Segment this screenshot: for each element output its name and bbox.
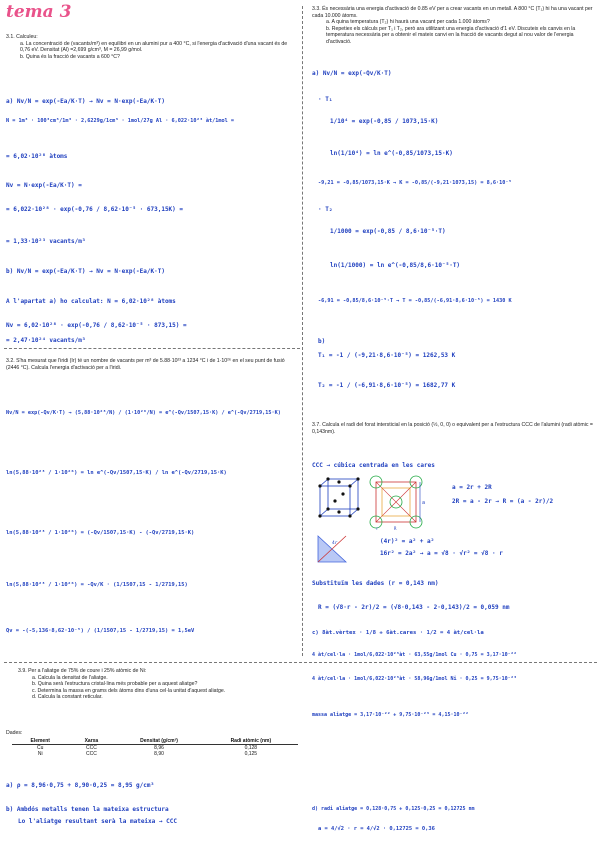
problem-3-9-b: b. Quina serà l'estructura cristal·lina més probable per a aquest aliatge? <box>32 681 198 688</box>
hw-r12: T₂ = -1 / (-6,91·8,6·10⁻⁵) = 1682,77 K <box>318 382 456 389</box>
hw-s8: d) radi aliatge = 0,128·0,75 + 0,125·0,25 = 0,12725 nm <box>312 806 475 812</box>
problem-3-9 <box>18 668 300 701</box>
hw-s7: Lo l'aliatge resultant serà la mateixa → CCC <box>18 818 177 825</box>
hw-r5: -9,21 = -0,85/1073,15·K → K = -0,85/(-9,21·1073,15) = 8,6·10⁻⁵ <box>318 180 512 186</box>
label-a: a <box>422 500 426 506</box>
cell: Ni <box>37 751 43 757</box>
hw-r2: · T₁ <box>318 96 333 103</box>
hw-l11: Nv/N = exp(-Qv/K·T) → (5,88·10²³/N) / (1·10²⁶/N) = e^(-Qv/1507,15·K) / e^(-Qv/2719,15·K) <box>6 410 281 416</box>
hw-r18: Substituïm les dades (r = 0,143 nm) <box>312 580 439 587</box>
cell: CCC <box>85 745 97 751</box>
cell: 8,96 <box>154 745 164 751</box>
diagonal-triangle-diagram <box>316 534 356 564</box>
hw-l10: = 2,47·10²⁴ vacants/m³ <box>6 337 86 344</box>
cell: CCC <box>85 751 97 757</box>
hw-l14: ln(5,88·10²³ / 1·10²⁶) = -Qv/K · (1/1507,15 - 1/2719,15) <box>6 582 188 588</box>
hw-r1: a) Nv/N = exp(-Qv/K·T) <box>312 70 392 77</box>
hw-s1: c) 8àt.vèrtex · 1/8 + 6àt.cares · 1/2 = 4 àt/cel·la <box>312 630 484 636</box>
hw-l15: Qv = -(-5,136·8,62·10⁻⁵) / (1/1507,15 - 1/2719,15) = 1,5eV <box>6 628 195 634</box>
divider-3-1 <box>4 348 300 349</box>
hw-r10: b) <box>318 338 326 345</box>
hw-s2: 4 àt/cel·la · 1mol/6,022·10²³àt · 63,55g/1mol Cu · 0,75 = 3,17·10⁻²² <box>312 652 517 658</box>
hw-l9: Nv = 6,02·10²⁸ · exp(-0,76 / 8,62·10⁻⁵ · 873,15) = <box>6 322 187 329</box>
dades-header-densitat: Densitat (g/cm³) <box>114 738 203 745</box>
hw-l3: = 6,02·10²⁸ àtoms <box>6 153 68 160</box>
hw-r17: 16r² = 2a² → a = √8 · √r² = √8 · r <box>380 550 503 557</box>
hw-r9: -6,91 = -0,85/8,6·10⁻⁵·T → T = -0,85/(-6,91·8,6·10⁻⁵) = 1430 K <box>318 298 512 304</box>
dades-header-xarxa: Xarxa <box>68 738 114 745</box>
table-row <box>12 751 298 757</box>
problem-3-1 <box>6 34 296 60</box>
fcc-cube-diagram <box>314 474 444 532</box>
hw-l1: a) Nv/N = exp(-Ea/K·T) → Nv = N·exp(-Ea/K·T) <box>6 98 165 105</box>
label-r: r <box>376 526 379 531</box>
hw-r15: 2R = a - 2r → R = (a - 2r)/2 <box>452 498 554 505</box>
hw-l7: b) Nv/N = exp(-Ea/K·T) → Nv = N·exp(-Ea/K·T) <box>6 268 165 275</box>
hw-l6: = 1,33·10²³ vacants/m³ <box>6 238 86 245</box>
cell: 0,125 <box>244 751 258 757</box>
hw-r8: ln(1/1000) = ln e^(-0,85/8,6·10⁻⁵·T) <box>330 262 461 269</box>
problem-3-9-d: d. Calcula la constant reticular. <box>32 694 103 701</box>
column-divider <box>302 6 303 656</box>
problem-3-9-c: c. Determina la massa en grams dels àtoms dins d'una cel·la unitat d'aquest aliatge. <box>32 687 226 694</box>
dades-table <box>12 738 298 757</box>
problem-3-3-a: a. A quina temperatura (T₂) hi haurà una vacant per cada 1.000 àtoms? <box>326 19 490 26</box>
hw-s6: b) Ambdós metalls tenen la mateixa estructura <box>6 806 169 813</box>
hw-l4: Nv = N·exp(-Ea/K·T) = <box>6 182 82 189</box>
hw-l12: ln(5,88·10²³ / 1·10²⁶) = ln e^(-Qv/1507,15·K) / ln e^(-Qv/2719,15·K) <box>6 470 227 476</box>
page-title: tema 3 <box>6 2 72 22</box>
problem-3-1-a: a. La concentració de (vacants/m³) en equilibri en un alumini pur a 400 °C, si l'energia d'activació d'una vacant és de 0,76 eV. Densitat (Al) =2,699 g/cm³, M = 26,99 g/mol. <box>20 40 288 54</box>
dades-label: Dades: <box>6 730 23 736</box>
hw-r6: · T₂ <box>318 206 333 213</box>
hw-r3: 1/10⁴ = exp(-0,85 / 1073,15·K) <box>330 118 439 125</box>
dades-header-element: Element <box>12 738 68 745</box>
cell: 8,90 <box>154 751 164 757</box>
hw-l8: A l'apartat a) ho calculat: N = 6,02·10²⁸ àtoms <box>6 298 176 305</box>
hw-s5: a) ρ = 8,96·0,75 + 8,90·0,25 = 8,95 g/cm³ <box>6 782 155 789</box>
label-4r: 4r <box>332 541 338 546</box>
hw-r4: ln(1/10⁴) = ln e^(-0,85/1073,15·K) <box>330 150 453 157</box>
problem-3-3-heading: 3.3. És necessària una energia d'activació de 0.85 eV per a crear vacants en un metall. A 800 °C (T₁) hi ha una vacant per cada 10.000 àtoms. <box>312 6 593 19</box>
hw-r13: CCC → cúbica centrada en les cares <box>312 462 435 469</box>
fcc-face-diagram <box>370 476 425 531</box>
hw-r14: a = 2r + 2R <box>452 484 492 491</box>
hw-r7: 1/1000 = exp(-0,85 / 8,6·10⁻⁵·T) <box>330 228 446 235</box>
hw-l5: = 6,022·10²⁸ · exp(-0,76 / 8,62·10⁻⁵ · 673,15K) = <box>6 206 184 213</box>
hw-s3: 4 àt/cel·la · 1mol/6,022·10²³àt · 58,96g/1mol Ni · 0,25 = 9,75·10⁻²³ <box>312 676 517 682</box>
cell: Cu <box>37 745 44 751</box>
hw-r19: R = (√8·r - 2r)/2 = (√8·0,143 - 2·0,143)/2 = 0,059 nm <box>318 604 510 611</box>
problem-3-1-b: b. Quina és la fracció de vacants a 600 °C? <box>20 53 120 60</box>
hw-l2: N = 1m³ · 100³cm³/1m³ · 2,6229g/1cm³ · 1mol/27g Al · 6,022·10²³ àt/1mol = <box>6 118 234 124</box>
problem-3-1-heading: 3.1. Calculeu: <box>6 34 38 40</box>
problem-3-9-a: a. Calcula la densitat de l'aliatge. <box>32 674 108 681</box>
problem-3-2-text: 3.2. S'ha mesurat que l'iridi (Ir) té un nombre de vacants per m³ de 5.88·10²³ a 1234 °C i de 1·10²⁶ en el seu punt de fusió (2446 °C). Calcula l'energia d'activació per a l'iridi. <box>6 358 285 371</box>
hw-r16: (4r)² = a² + a² <box>380 538 435 545</box>
problem-3-3-b: b. Repetiex els càlculs per T₁ i T₂, però ara utilitzant una energia d'activació d'1 eV. Discuteix els canvis en la temperatura necessària per a obtenir el mateix canvi en la fracció de vacants degut al nou valor de l'energia d'activació. <box>326 25 576 45</box>
hw-l13: ln(5,88·10²³ / 1·10²⁶) = (-Qv/1507,15·K) - (-Qv/2719,15·K) <box>6 530 195 536</box>
divider-3-9 <box>4 662 597 663</box>
hw-s9: a = 4/√2 · r = 4/√2 · 0,12725 = 0,36 <box>318 826 435 832</box>
hw-r11: T₁ = -1 / (-9,21·8,6·10⁻⁵) = 1262,53 K <box>318 352 456 359</box>
label-R: R <box>394 526 397 531</box>
dades-header-radi: Radi atòmic (nm) <box>204 738 298 745</box>
cell: 0,128 <box>244 745 258 751</box>
problem-3-9-heading: 3.9. Per a l'aliatge de 75% de coure i 25% atòmic de Ni: <box>18 668 147 674</box>
problem-3-7-text: 3.7. Calcula el radi del forat intersticial en la posició (½, 0, 0) o equivalent per a l'estructura CCC de l'alumini (radi atòmic = 0,143nm). <box>312 422 593 435</box>
hw-s4: massa aliatge = 3,17·10⁻²² + 9,75·10⁻²³ = 4,15·10⁻²² <box>312 712 469 718</box>
problem-3-3 <box>312 6 596 46</box>
